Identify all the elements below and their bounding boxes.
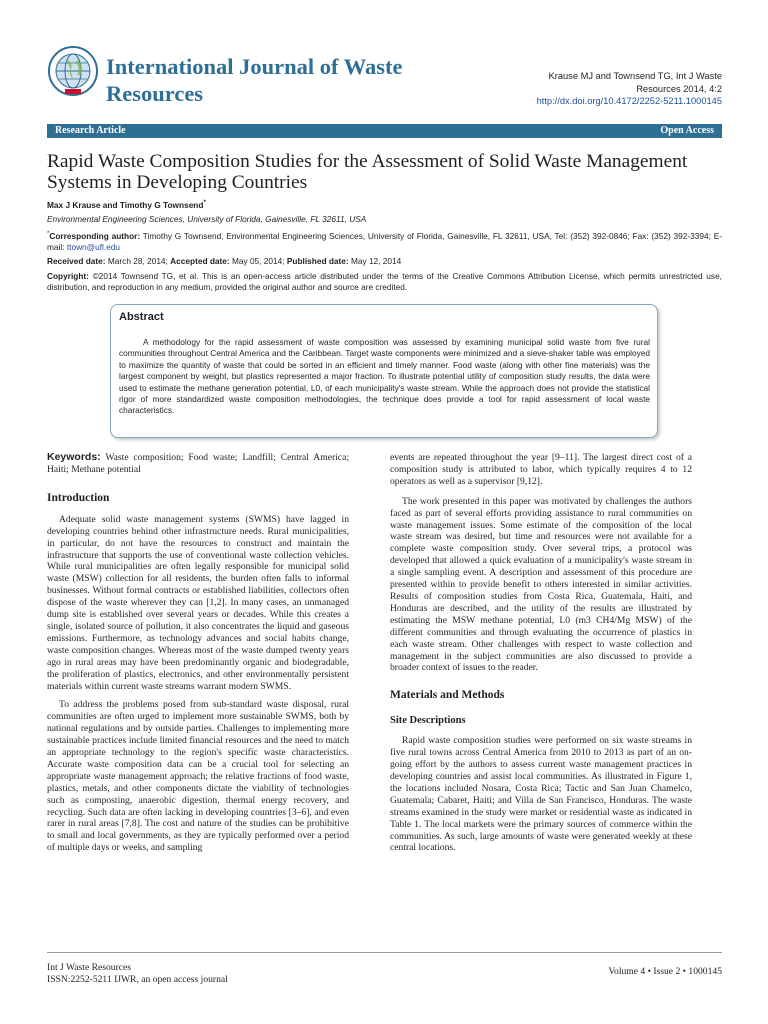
copyright-notice: Copyright: ©2014 Townsend TG, et al. This is an open-access article distributed under the terms of the Creative Commons Attribution License, which permits unrestricted use, distribution, and reproduction in any medium, provided the original author and source are credited. <box>47 271 722 292</box>
article-type-band <box>47 124 722 138</box>
author-list: Max J Krause and Timothy G Townsend* <box>47 199 206 210</box>
footer-divider <box>47 952 722 953</box>
citation-line-2: Resources 2014, 4:2 <box>636 83 722 94</box>
citation-line-1: Krause MJ and Townsend TG, Int J Waste <box>548 71 722 81</box>
intro-paragraph-1: Adequate solid waste management systems (SWMS) have lagged in developing countries behind other infrastructure needs. Rural municipalities, in particular, do not have the resources to construct and maintain the infrastructure that supports the use of conventional waste collection vehicles. While rural municipalities are often legally responsible for municipal solid waste (MSW) collection for all residents, the burden often falls to informal businesses. Without formal contracts or established liabilities, collectors often dispose of the waste wherever they can [1,2]. In many cases, an unmanaged dump site is established over several years or decades. While this creates a single, isolated source of pollution, it also concentrates the liquid and gaseous emissions. Furthermore, as technology advances and social habits change, waste composition changes. Whereas most of the waste dumped twenty years ago in rural areas may have been predominantly organic and biodegradable, the proliferation of plastics, electronics, and other environmentally persistent materials within current waste streams warrant modern SWMS. <box>47 513 349 692</box>
author-email-link[interactable]: ttown@ufl.edu <box>66 241 121 252</box>
methods-heading: Materials and Methods <box>390 689 505 702</box>
open-access-label: Open Access <box>660 125 714 136</box>
publisher-logo <box>47 45 99 97</box>
affiliation: Environmental Engineering Sciences, University of Florida, Gainesville, FL 32611, USA <box>47 214 367 224</box>
intro-paragraph-4: The work presented in this paper was motivated by challenges the authors faced as part of several efforts providing assistance to rural communities on waste management issues. Some estimate of the composition of the local waste stream was desired, but time and resources were not available for a complete waste composition study. Over several trips, a protocol was developed that allowed a quick evaluation of a municipality's waste stream in a single sampling event. A description and assessment of this procedure are presented within to provide benefit to others interested in similar activities. Results of composition studies from Costa Rica, Guatemala, Haiti, and Honduras are described, and the utility of the results are illustrated by estimating the MSW methane potential, L0 (m3 CH4/Mg MSW) of the different communities and through evaluating the occurrence of plastics in each waste stream. Other challenges with respect to waste collection and management in the subject communities are also discussed to provide a broader context of issues to the reader. <box>390 495 692 674</box>
footer-journal-name: Int J Waste Resources <box>47 962 132 973</box>
intro-paragraph-3: events are repeated throughout the year [9–11]. The largest direct cost of a composition study is attributed to labor, which typically requires 4 to 12 operators as well as a supervisor [9,12]. <box>390 452 692 487</box>
keywords: Keywords: Waste composition; Food waste; Landfill; Central America; Haiti; Methane potential <box>47 451 349 475</box>
right-column <box>390 452 692 854</box>
article-title: Rapid Waste Composition Studies for the Assessment of Solid Waste Management Systems in Developing Countries <box>47 151 688 193</box>
abstract-box <box>110 304 658 438</box>
footer-journal-info <box>47 962 228 986</box>
intro-paragraph-2: To address the problems posed from sub-standard waste disposal, rural communities are often urged to implement more sustainable SWMS, both by national regulations and by outside parties. Challenges to implementing more sustainable practices include limited financial resources and the need to match an appropriate technology to the region's specific waste characteristics. Accurate waste composition data can be a crucial tool for selecting an appropriate waste management approach; the relative fractions of food waste, plastics, metals, and other components dictate the viability of technologies such as composting, anaerobic digestion, thermal energy recovery, and recycling. Such data are often lacking in developing countries [3–6], and even rarer in rural areas [7,8]. The cost and nature of the studies can be prohibitive to small and local governments, as they are typically performed over a period of multiple days or weeks, and sampling <box>47 699 349 854</box>
article-type-label: Research Article <box>55 125 126 136</box>
abstract-heading: Abstract <box>119 311 164 323</box>
footer-issn: ISSN:2252-5211 IJWR, an open access journal <box>47 974 228 985</box>
methods-paragraph-1: Rapid waste composition studies were performed on six waste streams in five rural towns across Central America from 2010 to 2013 as part of an on-going effort by the authors to assess current waste management practices in developing countries and assist local communities. As illustrated in Figure 1, the locations included Nosara, Costa Rica; Tactic and San Juan Chamelco, Guatemala; Cabaret, Haiti; and Villa de San Francisco, Honduras. The waste streams examined in the study were market or residential waste as indicated in Table 1. The local markets were the primary sources of commerce within the communities. As such, large amounts of waste were generated weekly at these central locations. <box>390 735 692 854</box>
article-dates: Received date: March 28, 2014; Accepted date: May 05, 2014; Published date: May 12, 2014 <box>47 256 402 266</box>
site-descriptions-heading: Site Descriptions <box>390 715 466 727</box>
journal-title: International Journal of Waste Resources <box>106 54 403 106</box>
introduction-heading: Introduction <box>47 491 110 504</box>
left-column <box>47 452 349 854</box>
citation-block <box>537 70 722 108</box>
footer-volume-info: Volume 4 • Issue 2 • 1000145 <box>608 966 722 977</box>
doi-link[interactable]: http://dx.doi.org/10.4172/2252-5211.1000145 <box>536 96 722 106</box>
abstract-text: A methodology for the rapid assessment of waste composition was assessed by examining municipal solid waste from five rural communities throughout Central America and the Caribbean. Target waste components were minimized and a sieve-shaker table was employed to maximize the quantity of waste that could be sorted in an efficient and timely manner. Food waste (along with other fine materials) was the largest component by weight, but plastics represented a major fraction. To illustrate potential utility of composition study results, the data were used to estimate the methane generation potential, L0, of each municipality's waste stream. While the approach does not provide the statistical rigor of more standardized waste composition methodologies, the technique does provide a tool for rapid assessment of local waste characteristics. <box>119 337 650 416</box>
corresponding-author: *Corresponding author: Timothy G Townsend, Environmental Engineering Sciences, University of Florida, Gainesville, FL 32611, USA, Tel: (352) 392-0846; Fax: (352) 392-3394; E-mail: ttown@ufl.edu <box>47 230 722 252</box>
